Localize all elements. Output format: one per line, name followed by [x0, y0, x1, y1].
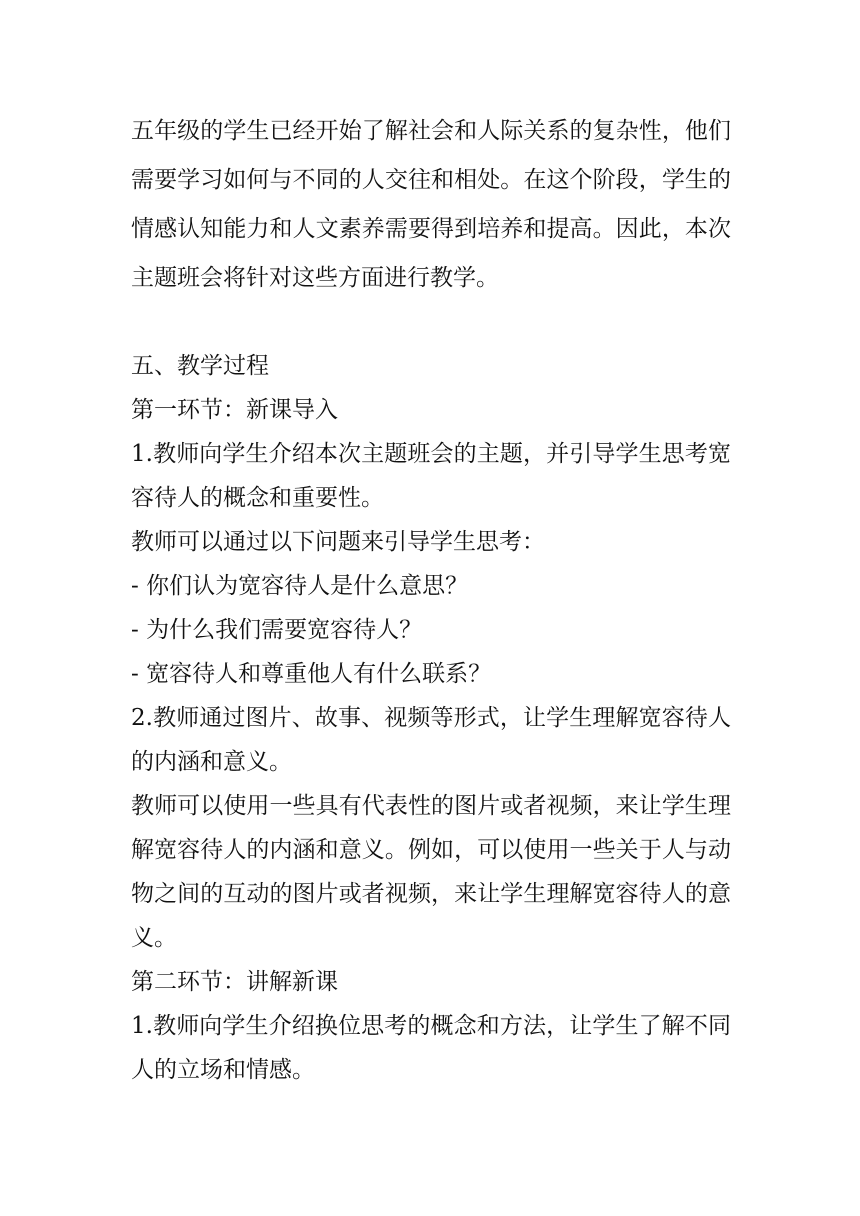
text-line: 解宽容待人的内涵和意义。例如，可以使用一些关于人与动 — [131, 837, 731, 863]
paragraph-spacer — [131, 303, 731, 345]
text-line: 情感认知能力和人文素养需要得到培养和提高。因此，本次 — [131, 216, 731, 242]
text-line: 1.教师向学生介绍本次主题班会的主题，并引导学生思考宽 — [131, 441, 731, 467]
list-item: - 为什么我们需要宽容待人？ — [131, 617, 423, 643]
text-line: 主题班会将针对这些方面进行教学。 — [131, 265, 499, 291]
text-line: 五年级的学生已经开始了解社会和人际关系的复杂性，他们 — [131, 118, 731, 144]
text-line: 容待人的概念和重要性。 — [131, 485, 384, 511]
text-line: 义。 — [131, 925, 177, 951]
teaching-process-section — [131, 345, 731, 1092]
section-heading: 五、教学过程 — [131, 353, 269, 379]
text-line: 1.教师向学生介绍换位思考的概念和方法，让学生了解不同 — [131, 1013, 731, 1039]
text-line: 2.教师通过图片、故事、视频等形式，让学生理解宽容待人 — [131, 705, 731, 731]
list-item: - 宽容待人和尊重他人有什么联系？ — [131, 661, 492, 687]
subsection-heading: 第一环节：新课导入 — [131, 397, 338, 423]
document-body — [131, 107, 731, 1092]
text-line: 教师可以使用一些具有代表性的图片或者视频，来让学生理 — [131, 793, 731, 819]
text-line: 人的立场和情感。 — [131, 1057, 315, 1083]
list-item: - 你们认为宽容待人是什么意思？ — [131, 573, 469, 599]
text-line: 的内涵和意义。 — [131, 749, 292, 775]
text-line: 物之间的互动的图片或者视频，来让学生理解宽容待人的意 — [131, 881, 731, 907]
text-line: 教师可以通过以下问题来引导学生思考： — [131, 529, 545, 555]
subsection-heading: 第二环节：讲解新课 — [131, 969, 338, 995]
text-line: 需要学习如何与不同的人交往和相处。在这个阶段，学生的 — [131, 167, 731, 193]
intro-paragraph — [131, 107, 731, 303]
